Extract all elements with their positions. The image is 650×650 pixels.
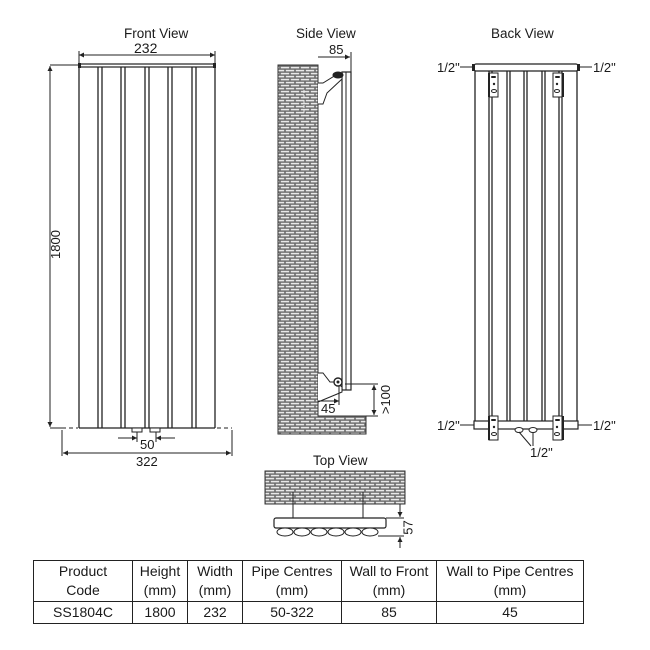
- top-right-connection-label: 1/2": [593, 60, 616, 75]
- header-wall-to-front: Wall to Front (mm): [342, 561, 437, 602]
- wall-to-pipe-dimension: 45: [321, 401, 336, 416]
- header-product-code: Product Code: [34, 561, 133, 602]
- cell-pipe-centres: 50-322: [243, 602, 342, 624]
- cell-height: 1800: [133, 602, 188, 624]
- front-height-dimension: 1800: [47, 230, 63, 259]
- back-view-drawing: [460, 64, 592, 446]
- header-height: Height (mm): [133, 561, 188, 602]
- cell-width: 232: [188, 602, 243, 624]
- bottom-right-connection-label: 1/2": [593, 418, 616, 433]
- table-header-row: [34, 561, 584, 602]
- front-view-drawing: [47, 51, 232, 456]
- front-width-dimension: 232: [134, 40, 158, 56]
- pipe-centres-max-dimension: 322: [136, 454, 158, 469]
- pipe-centres-min-dimension: 50: [140, 437, 155, 452]
- wall-to-front-dimension: 85: [329, 42, 344, 57]
- specification-table: [33, 560, 584, 624]
- back-view-title: Back View: [491, 26, 554, 41]
- header-pipe-centres: Pipe Centres (mm): [243, 561, 342, 602]
- bottom-left-connection-label: 1/2": [437, 418, 460, 433]
- side-view-drawing: [278, 52, 378, 434]
- top-left-connection-label: 1/2": [437, 60, 460, 75]
- top-depth-dimension: 57: [400, 520, 416, 535]
- floor-clearance-dimension: >100: [378, 384, 394, 415]
- bottom-center-connection-label: 1/2": [530, 445, 553, 460]
- front-view-title: Front View: [124, 26, 189, 41]
- cell-product-code: SS1804C: [34, 602, 133, 624]
- cell-wall-to-front: 85: [342, 602, 437, 624]
- header-wall-to-pipe-centres: Wall to Pipe Centres (mm): [437, 561, 584, 602]
- cell-wall-to-pipe-centres: 45: [437, 602, 584, 624]
- header-width: Width (mm): [188, 561, 243, 602]
- side-view-title: Side View: [296, 26, 356, 41]
- top-view-title: Top View: [313, 453, 368, 468]
- table-row: [34, 602, 584, 624]
- top-view-drawing: [265, 471, 405, 548]
